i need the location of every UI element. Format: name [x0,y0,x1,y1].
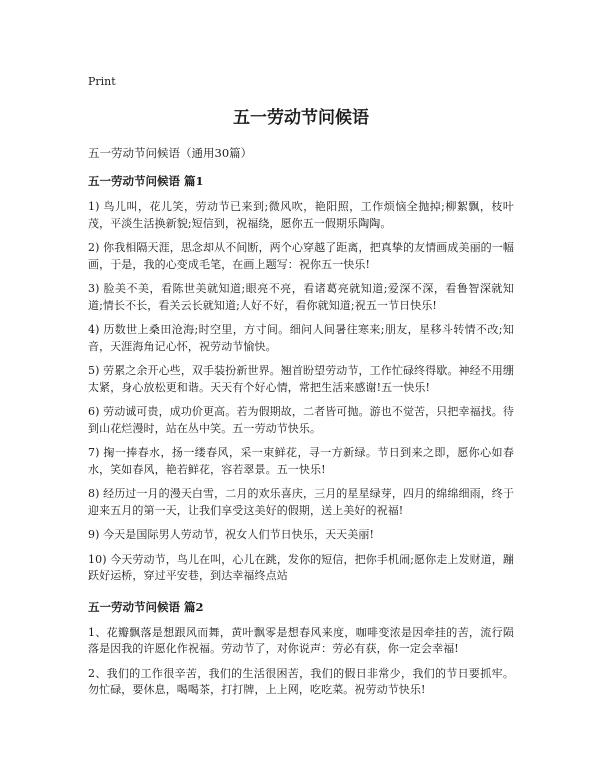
greeting-paragraph: 1) 鸟儿叫，花儿笑，劳动节已来到;微风吹，艳阳照，工作烦恼全抛掉;柳絮飘，枝叶茂，平淡生活换新貌;短信到，祝福绕，愿你五一假期乐陶陶。 [88,200,514,230]
greeting-paragraph: 6) 劳动诚可贵，成功价更高。若为假期故，二者皆可抛。游也不觉苦，只把幸福找。待到山花烂漫时，站在丛中笑。五一劳动节快乐。 [88,405,514,435]
greeting-paragraph: 5) 劳累之余开心些，双手装扮新世界。翘首盼望劳动节，工作忙碌终得歇。神经不用绷太紧，身心放松更和谐。天天有个好心情，常把生活来感谢!五一快乐! [88,364,514,394]
greeting-paragraph: 4) 历数世上桑田沧海;时空里，方寸间。细问人间暑往寒来;朋友，星移斗转情不改;知音，天涯海角记心怀，祝劳动节愉快。 [88,323,514,353]
document-title: 五一劳动节问候语 [233,108,369,128]
section-1 [88,173,514,585]
document-subtitle: 五一劳动节问候语（通用30篇） [88,146,253,160]
section-2 [88,599,514,699]
print-link[interactable]: Print [88,75,116,88]
greeting-paragraph: 3) 脸美不美，看陈世美就知道;眼亮不亮，看诸葛亮就知道;爱深不深，看鲁智深就知道;情长不长，看关云长就知道;人好不好，看你就知道;祝五一节日快乐! [88,282,514,312]
greeting-paragraph: 7) 掬一捧春水，扬一缕春风，采一束鲜花，寻一方新绿。节日到来之即，愿你心如春水，笑如春风，艳若鲜花，容若翠景。五一快乐! [88,446,514,476]
greeting-paragraph: 8) 经历过一月的漫天白雪，二月的欢乐喜庆，三月的星星绿芽，四月的绵绵细雨，终于迎来五月的第一天，让我们享受这美好的假期，送上美好的祝福! [88,487,514,517]
section-heading: 五一劳动节问候语 篇2 [88,599,204,614]
section-heading: 五一劳动节问候语 篇1 [88,174,204,188]
greeting-paragraph: 2) 你我相隔天涯，思念却从不间断，两个心穿越了距离，把真挚的友情画成美丽的一幅画，于是，我的心变成毛笔，在画上题写：祝你五一快乐! [88,241,514,271]
greeting-paragraph: 9) 今天是国际男人劳动节，祝女人们节日快乐，天天美丽! [88,528,375,541]
greeting-paragraph: 10) 今天劳动节，鸟儿在叫，心儿在跳，发你的短信，把你手机闹;愿你走上发财道，蹦跃好运桥，穿过平安巷，到达幸福终点站 [88,552,514,582]
greeting-paragraph: 2、我们的工作很辛苦，我们的生活很困苦，我们的假日非常少，我们的节日要抓牢。勿忙碌，要休息，喝喝茶，打打牌，上上网，吃吃菜。祝劳动节快乐! [88,666,514,696]
greeting-paragraph: 1、花瓣飘落是想跟风而舞，黄叶飘零是想春风来度，咖啡变浓是因牵挂的苦，流行陨落是因我的许愿化作祝福。劳动节了，对你说声：劳必有获，你一定会幸福! [88,625,514,655]
